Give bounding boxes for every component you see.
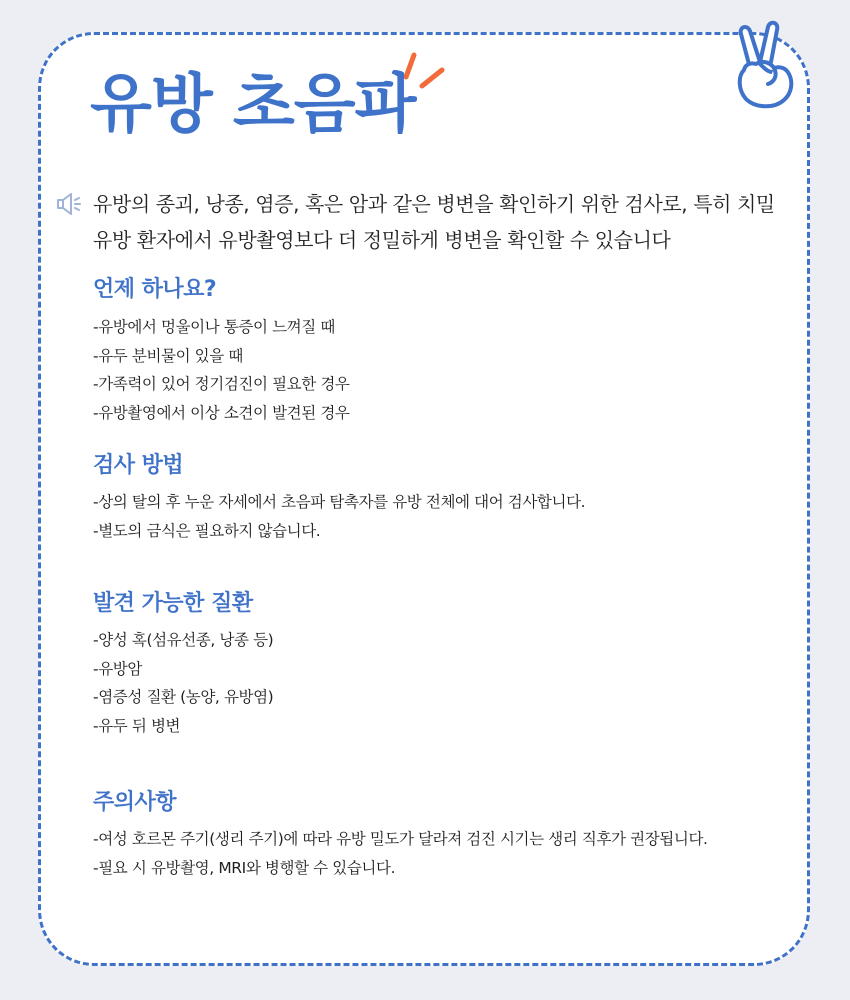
list-when: [93, 313, 349, 428]
list-item: -상의 탈의 후 누운 자세에서 초음파 탐촉자를 유방 전체에 대어 검사합니다.: [93, 493, 586, 511]
section-heading-method: 검사 방법: [93, 453, 184, 478]
section-heading-diseases: 발견 가능한 질환: [93, 591, 253, 616]
section-heading-cautions: 주의사항: [93, 790, 177, 815]
list-method: [93, 488, 585, 545]
list-item: -유방촬영에서 이상 소견이 발견된 경우: [93, 404, 350, 423]
speaker-icon: [56, 191, 82, 217]
list-item: -유두 뒤 병변: [93, 717, 181, 736]
list-item: -필요 시 유방촬영, MRI와 병행할 수 있습니다.: [93, 858, 396, 877]
list-cautions: [93, 825, 708, 882]
section-heading-when: 언제 하나요?: [93, 277, 217, 302]
list-diseases: [93, 626, 273, 741]
list-item: -유두 분비물이 있을 때: [93, 346, 243, 365]
list-item: -양성 혹(섬유선종, 낭종 등): [93, 631, 274, 649]
list-item: -여성 호르몬 주기(생리 주기)에 따라 유방 밀도가 달라져 검진 시기는 생리 직후가 권장됩니다.: [93, 830, 708, 848]
list-item: -가족력이 있어 정기검진이 필요한 경우: [93, 375, 350, 394]
list-item: -염증성 질환 (농양, 유방염): [93, 688, 274, 707]
list-item: -유방암: [93, 659, 142, 678]
list-item: -별도의 금식은 필요하지 않습니다.: [93, 521, 321, 540]
page-title: 유방 초음파: [90, 68, 416, 142]
peace-hand-icon: [722, 16, 810, 112]
list-item: -유방에서 멍울이나 통증이 느껴질 때: [93, 318, 335, 336]
intro-text: 유방의 종괴, 낭종, 염증, 혹은 암과 같은 병변을 확인하기 위한 검사로, 특히 치밀유방 환자에서 유방촬영보다 더 정밀하게 병변을 확인할 수 있습니다: [93, 192, 775, 252]
